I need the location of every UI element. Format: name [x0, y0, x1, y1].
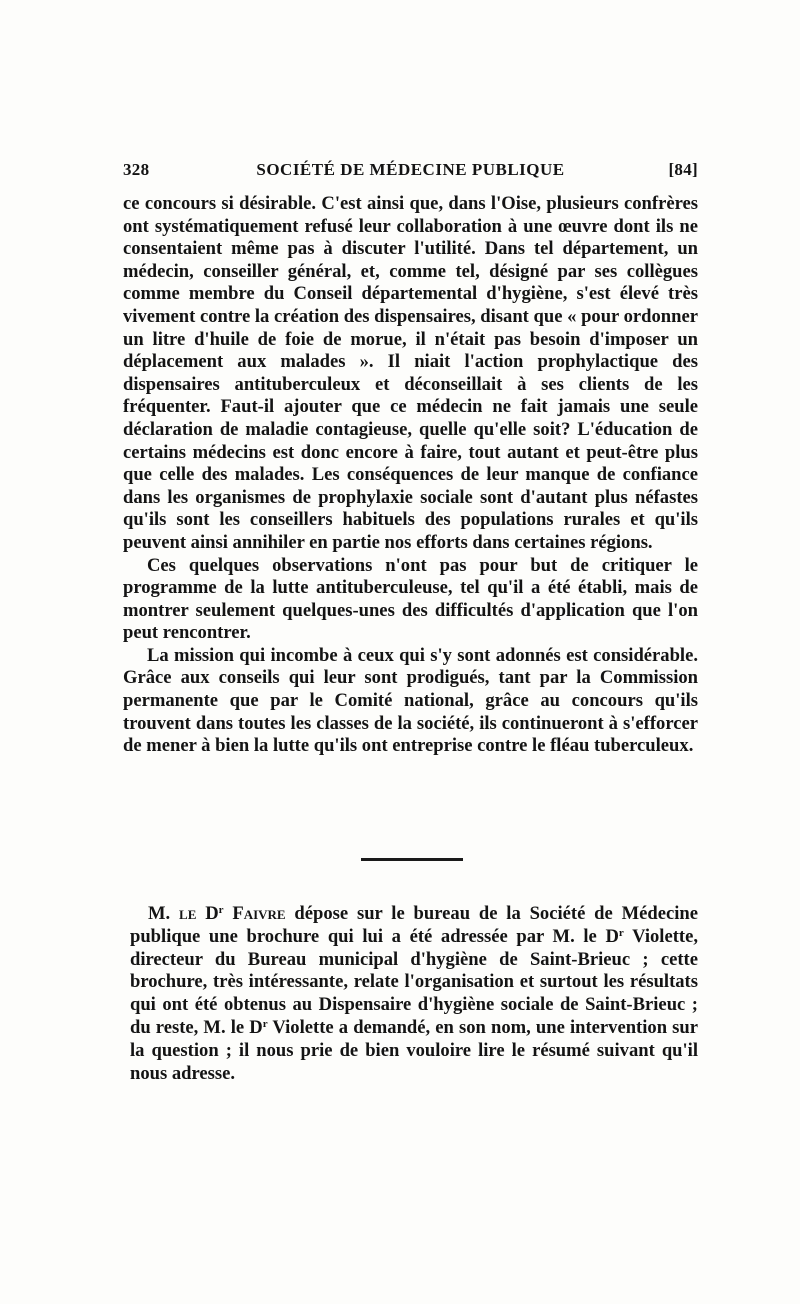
page-reference: [84]	[668, 160, 698, 179]
note-text-1: dépose sur le bureau de la Société de Médecine publique une brochure qui lui a été adressée par M. le D	[130, 903, 698, 947]
note-text-2: Violette, directeur du Bureau municipal d'hygiène de Saint-Brieuc ; cette brochure, très intéressante, relate l'organisation et surtout les résultats qui ont été obtenus au Dispensaire d'hygiène sociale de Saint-Brieuc ; du reste, M. le D	[130, 925, 698, 1038]
note-sup-2: r	[262, 1017, 268, 1030]
running-title: SOCIÉTÉ DE MÉDECINE PUBLIQUE	[256, 160, 565, 179]
running-header	[123, 160, 698, 184]
article-body	[123, 193, 698, 758]
note-paragraph	[130, 903, 698, 1085]
section-divider	[361, 858, 463, 861]
page-number: 328	[123, 160, 150, 179]
note-text-3: Violette a demandé, en son nom, une intervention sur la question ; il nous prie de bien vouloire lire le résumé suivant qu'il nous adresse.	[130, 1016, 698, 1084]
speaker-name: Faivre	[232, 903, 286, 924]
speaker-prefix: M. le D	[148, 903, 219, 924]
minutes-note	[130, 903, 698, 1085]
paragraph-2: Ces quelques observations n'ont pas pour but de critiquer le programme de la lutte antituberculeuse, tel qu'il a été établi, mais de montrer seulement quelques-unes des difficultés d'application que l'on peut rencontrer.	[123, 554, 698, 644]
paragraph-1: ce concours si désirable. C'est ainsi que, dans l'Oise, plusieurs confrères ont systématiquement refusé leur collaboration à une œuvre dont ils ne consentaient même pas à discuter l'utilité. Dans tel département, un médecin, conseiller général, et, comme tel, désigné par ses collègues comme membre du Conseil départemental d'hygiène, s'est élevé très vivement contre la création des dispensaires, disant que « pour ordonner un litre d'huile de foie de morue, il n'était pas besoin d'imposer un déplacement aux malades ». Il niait l'action prophylactique des dispensaires antituberculeux et déconseillait à ses clients de les fréquenter. Faut-il ajouter que ce médecin ne fait jamais une seule déclaration de maladie contagieuse, quelle qu'elle soit? L'éducation de certains médecins est donc encore à faire, tout autant et peut-être plus que celle des malades. Les conséquences de leur manque de confiance dans les organismes de prophylaxie sociale sont d'autant plus néfastes qu'ils sont les conseillers habituels des populations rurales et qu'ils peuvent ainsi annihiler en partie nos efforts dans certaines régions.	[123, 193, 698, 553]
paragraph-3: La mission qui incombe à ceux qui s'y sont adonnés est considérable. Grâce aux conseils qui leur sont prodigués, tant par la Commission permanente que par le Comité national, grâce au concours qu'ils trouvent dans toutes les classes de la société, ils continueront à s'efforcer de mener à bien la lutte qu'ils ont entreprise contre le fléau tuberculeux.	[123, 644, 698, 757]
speaker-title-sup: r	[218, 904, 224, 916]
note-sup-1: r	[618, 926, 624, 939]
